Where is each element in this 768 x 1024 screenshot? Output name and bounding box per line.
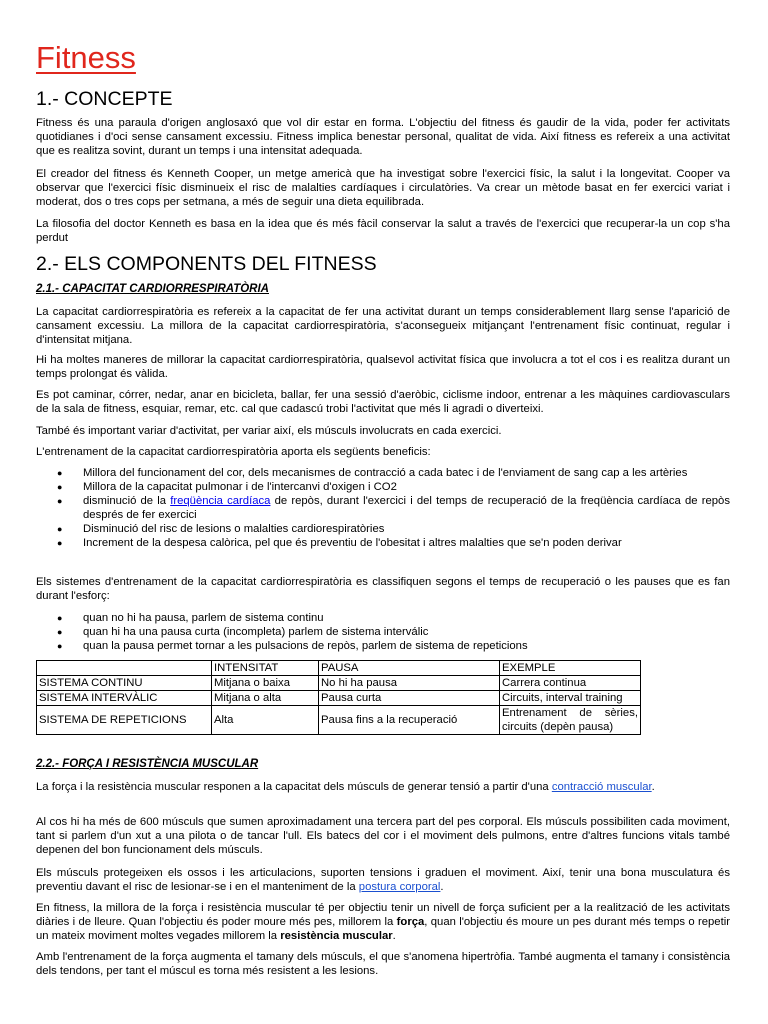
- subsection-heading-cardio: 2.1.- CAPACITAT CARDIORRESPIRATÒRIA: [36, 283, 269, 295]
- paragraph: Al cos hi ha més de 600 músculs que sumen aproximadament una tercera part del pes corporal. Els músculs possibiliten cada moviment, tant si parlem d'un xut a una pilota o de tancar l'ull. Els batecs del cor i el moviment dels pulmons, entre d'altres funcions vitals també depenen del bon funcionament dels músculs.: [36, 816, 730, 856]
- table-header-row: [37, 661, 641, 676]
- paragraph: Es pot caminar, córrer, nedar, anar en bicicleta, ballar, fer una sessió d'aeròbic, ciclisme indoor, entrenar a les màquines cardiovasculars de la sala de fitness, esquiar, remar, etc. cal que cadascú trobi l'activitat que més li agradi o diverteixi.: [36, 389, 730, 415]
- bold-term-forca: força: [396, 916, 425, 928]
- paragraph: [36, 780, 730, 794]
- list-item: ● quan la pausa permet tornar a les pulsacions de repòs, parlem de sistema de repeticions: [36, 639, 730, 653]
- paragraph: També és important variar d'activitat, per variar així, els músculs involucrats en cada exercici.: [36, 425, 502, 437]
- table-header-cell: INTENSITAT: [212, 661, 319, 676]
- list-item: [36, 494, 730, 522]
- paragraph-text: Els músculs protegeixen els ossos i les articulacions, suporten tensions i graduen el moviment. Així, tenir una bona musculatura és preventiu davant el risc de lesionar-se i en el manteniment de la: [36, 867, 730, 893]
- link-frequencia-cardiaca[interactable]: freqüència cardíaca: [170, 495, 271, 507]
- table-cell: SISTEMA DE REPETICIONS: [37, 706, 212, 735]
- list-item: ● Disminució del risc de lesions o malalties cardiorespiratòries: [36, 522, 730, 536]
- list-item: ● quan no hi ha pausa, parlem de sistema continu: [36, 611, 730, 625]
- paragraph-text: , quan l'objectiu és moure un pes durant més temps o repetir un mateix moviment moltes vegades millorem la: [36, 916, 730, 942]
- training-systems-table: [36, 660, 641, 735]
- table-cell: Mitjana o baixa: [212, 676, 319, 691]
- paragraph: Fitness és una paraula d'origen anglosaxó que vol dir estar en forma. L'objectiu del fitness és gaudir de la vida, poder fer activitats quotidianes i d'oci sense cansament excessiu. Fitness implica benestar personal, qualitat de vida. Així fitness es refereix a una activitat que es realitza sovint, durant un temps i una intensitat adequada.: [36, 117, 730, 157]
- paragraph: La capacitat cardiorrespiratòria es refereix a la capacitat de fer una activitat durant un temps considerablement llarg sense l'aparició de cansament excessiu. La millora de la capacitat cardiorrespiratòria, s'aconsegueix mitjançant l'entrenament físic continuat, regular i d'intensitat mitjana.: [36, 306, 730, 346]
- table-header-cell: [37, 661, 212, 676]
- table-cell: Mitjana o alta: [212, 691, 319, 706]
- table-cell: Alta: [212, 706, 319, 735]
- table-cell: SISTEMA CONTINU: [37, 676, 212, 691]
- section-heading-concepte: 1.- CONCEPTE: [36, 88, 173, 110]
- table-cell: Carrera continua: [500, 676, 641, 691]
- list-item: ● Increment de la despesa calòrica, pel que és preventiu de l'obesitat i altres malalties que se'n poden derivar: [36, 536, 730, 550]
- table-header-cell: PAUSA: [319, 661, 500, 676]
- list-item: ● Millora del funcionament del cor, dels mecanismes de contracció a cada batec i de l'enviament de sang cap a les artèries: [36, 466, 730, 480]
- list-item: ● quan hi ha una pausa curta (incompleta) parlem de sistema interválic: [36, 625, 730, 639]
- link-postura-corporal[interactable]: postura corporal: [358, 881, 441, 893]
- paragraph: Hi ha moltes maneres de millorar la capacitat cardiorrespiratòria, qualsevol activitat física que involucra a tot el cos i es realitza durant un temps prolongat és vàlida.: [36, 354, 730, 380]
- paragraph-text: .: [651, 781, 655, 793]
- table-header-cell: EXEMPLE: [500, 661, 641, 676]
- systems-list: [36, 611, 730, 653]
- paragraph-text: En fitness, la millora de la força i resistència muscular té per objectiu tenir un nivell de força suficient per a la realització de les activitats diàries i de lleure. Quan l'objectiu és poder moure més pes, millorem la: [36, 902, 730, 928]
- list-item: ● Millora de la capacitat pulmonar i de l'intercanvi d'oxigen i CO2: [36, 480, 730, 494]
- paragraph: [36, 866, 730, 894]
- paragraph: La filosofia del doctor Kenneth es basa en la idea que és més fàcil conservar la salut a través de l'exercici que recuperar-la un cop s'ha perdut: [36, 218, 730, 244]
- document-title: Fitness: [36, 40, 136, 75]
- table-cell: SISTEMA INTERVÀLIC: [37, 691, 212, 706]
- subsection-heading-forca: 2.2.- FORÇA I RESISTÈNCIA MUSCULAR: [36, 758, 259, 770]
- paragraph: El creador del fitness és Kenneth Cooper, un metge americà que ha investigat sobre l'exercici físic, la salut i la longevitat. Cooper va observar que l'exercici físic disminueix el risc de malalties cardíaques i circulatòries. Va crear un mètode basat en fer exercici variat i moderat, dos o tres cops per setmana, a més de seguir una dieta equilibrada.: [36, 168, 730, 208]
- section-heading-components: 2.- ELS COMPONENTS DEL FITNESS: [36, 253, 377, 275]
- paragraph: [36, 901, 730, 943]
- table-row: [37, 691, 641, 706]
- paragraph-text: .: [440, 881, 444, 893]
- list-item-text: disminució de la: [83, 495, 171, 507]
- table-cell: Entrenament de sèries, circuits (depèn pausa): [500, 706, 641, 735]
- paragraph-text: La força i la resistència muscular responen a la capacitat dels músculs de generar tensió a partir d'una: [36, 781, 552, 793]
- table-cell: Circuits, interval training: [500, 691, 641, 706]
- table-cell: No hi ha pausa: [319, 676, 500, 691]
- list-item-text: de repòs, durant l'exercici i del temps de recuperació de la freqüència cardíaca de repòs després de fer exercici: [83, 495, 730, 521]
- bold-term-resistencia: resistència muscular: [280, 930, 393, 942]
- table-cell: Pausa fins a la recuperació: [319, 706, 500, 735]
- table-row: [37, 706, 641, 735]
- table-cell: Pausa curta: [319, 691, 500, 706]
- benefits-list: [36, 466, 730, 550]
- link-contraccio-muscular[interactable]: contracció muscular: [551, 781, 652, 793]
- paragraph-text: .: [392, 930, 396, 942]
- paragraph: Amb l'entrenament de la força augmenta el tamany dels músculs, el que s'anomena hipertròfia. També augmenta el tamany i consistència dels tendons, per tant el múscul es torna més resistent a les lesions.: [36, 951, 730, 977]
- table-row: [37, 676, 641, 691]
- paragraph: L'entrenament de la capacitat cardiorrespiratòria aporta els següents beneficis:: [36, 446, 431, 458]
- paragraph: Els sistemes d'entrenament de la capacitat cardiorrespiratòria es classifiquen segons el temps de recuperació o les pauses que es fan durant l'esforç:: [36, 576, 730, 602]
